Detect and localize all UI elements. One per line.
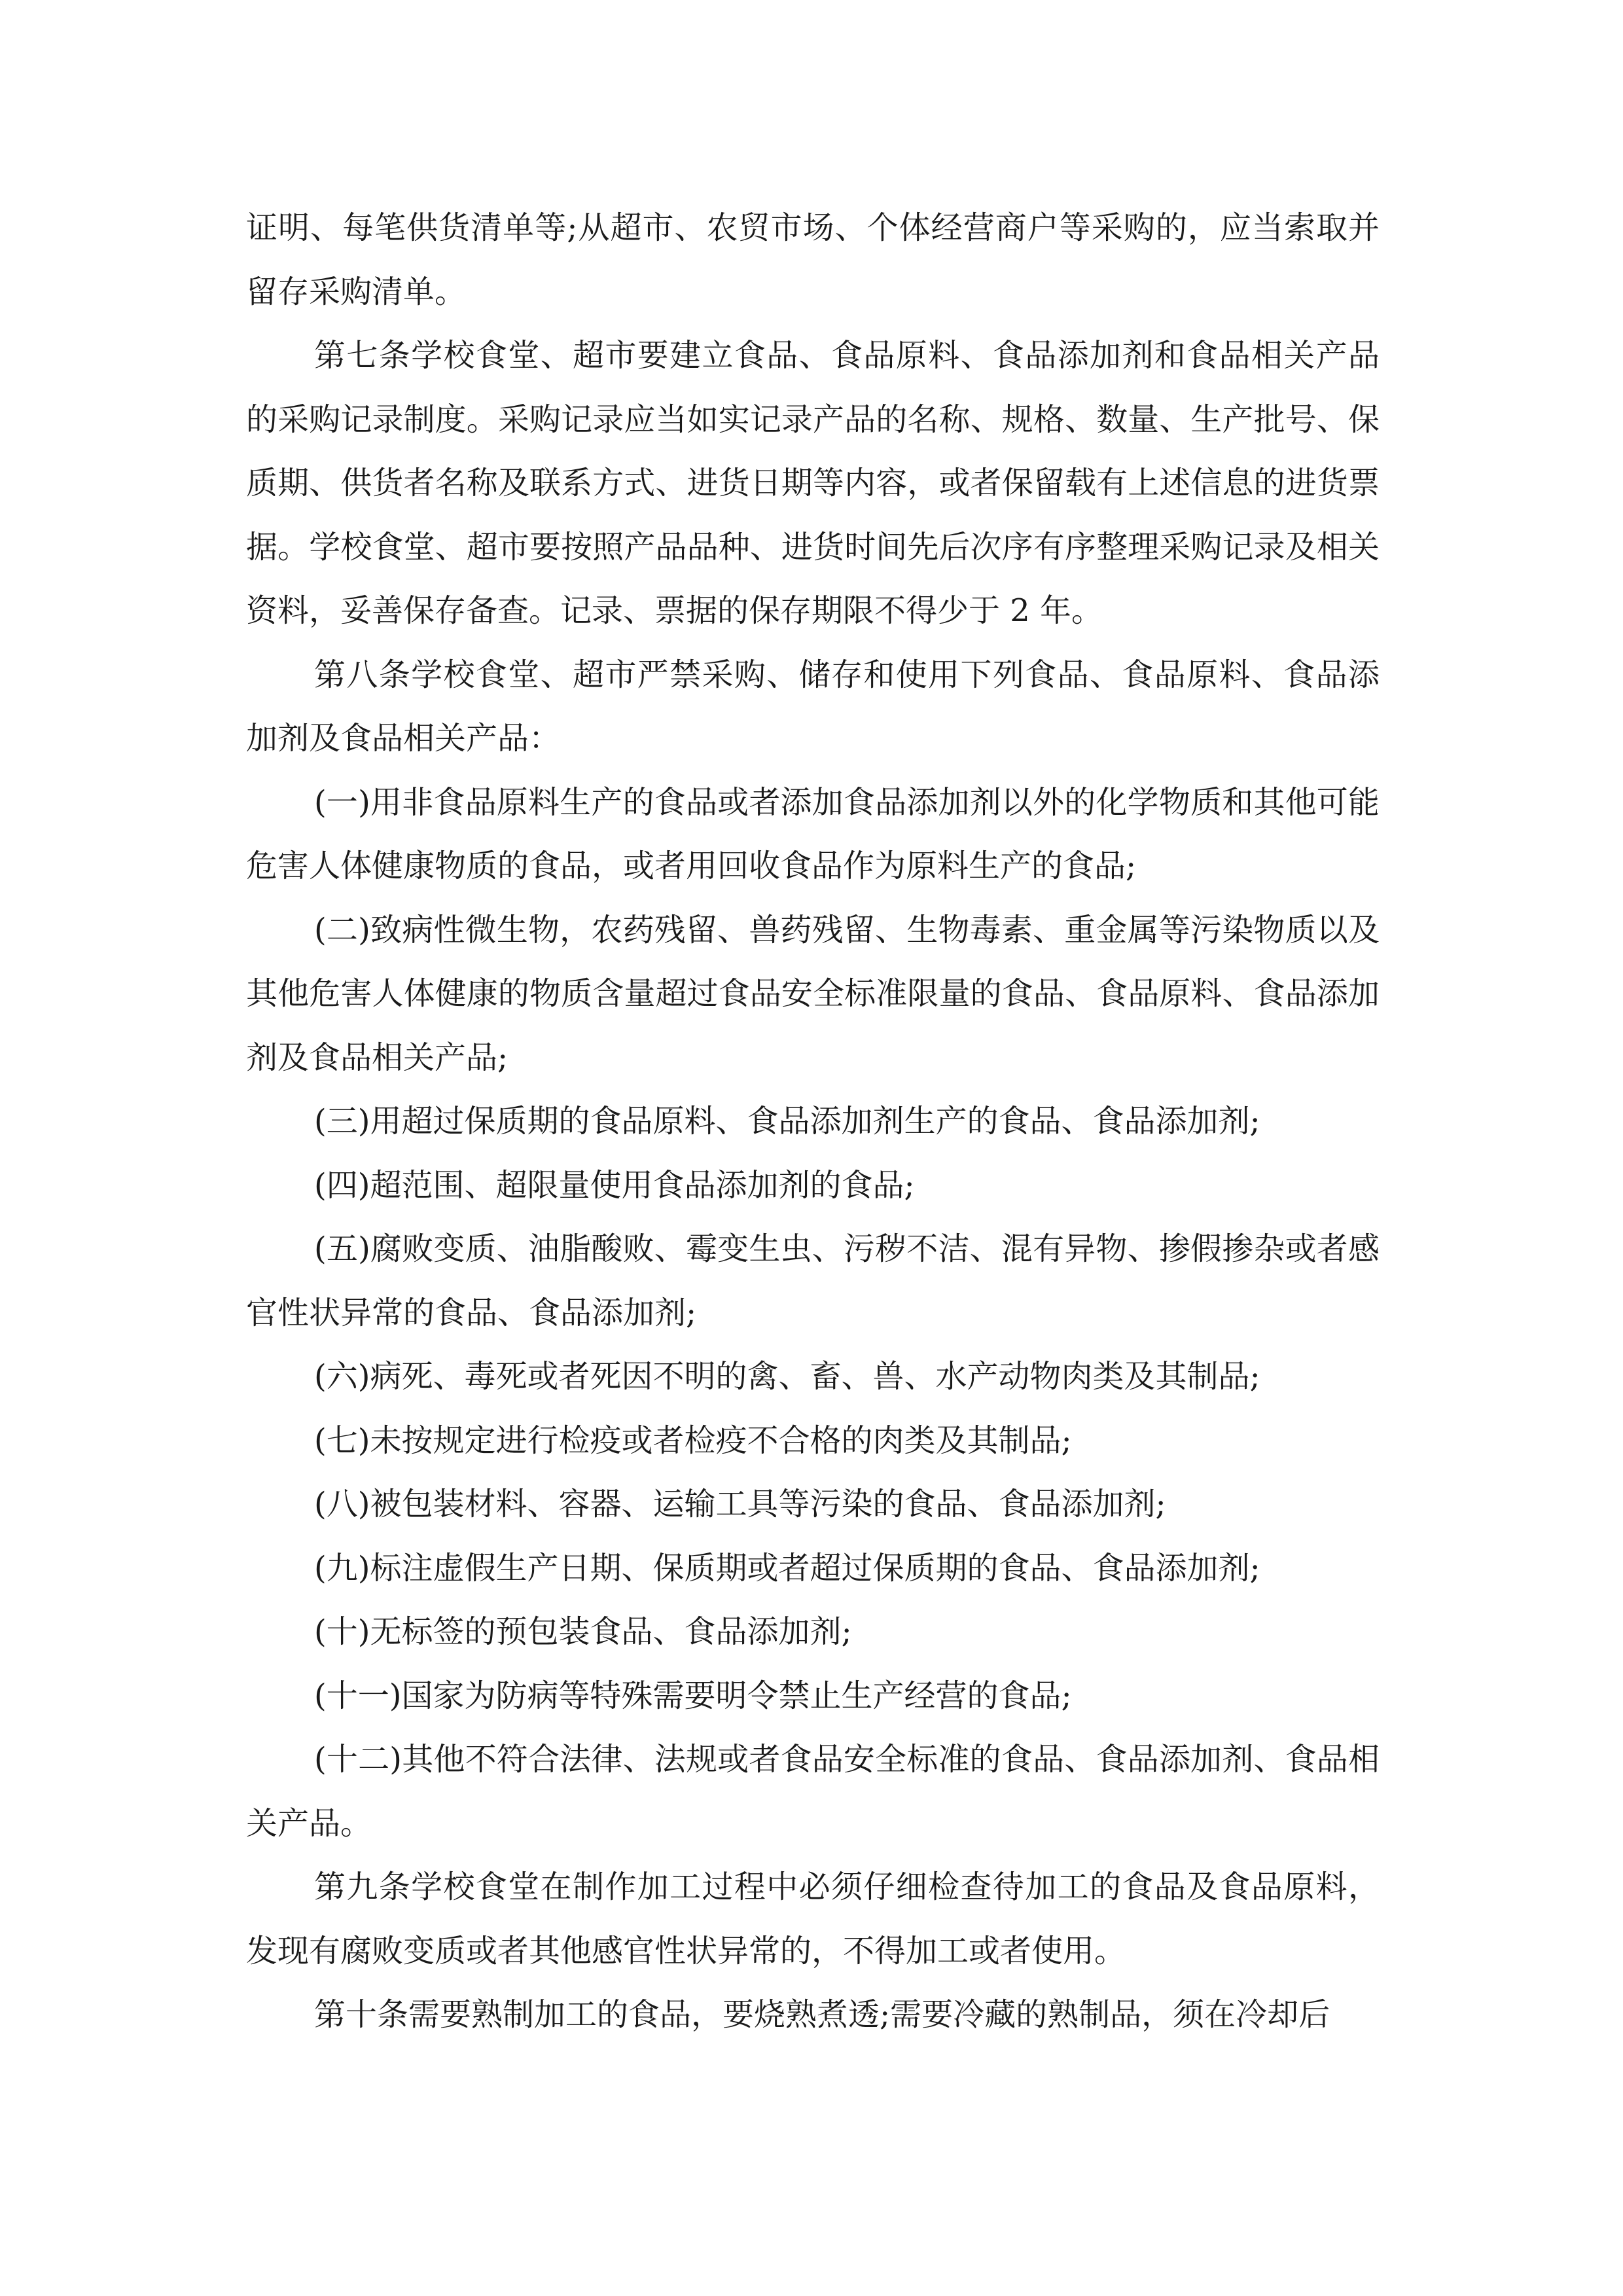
list-item-11: (十一)国家为防病等特殊需要明令禁止生产经营的食品; — [314, 1677, 1072, 1714]
list-item-6: (六)病死、毒死或者死因不明的禽、畜、兽、水产动物肉类及其制品; — [314, 1358, 1260, 1395]
paragraph-article-10: 第十条需要熟制加工的食品，要烧熟煮透;需要冷藏的熟制品，须在冷却后 — [314, 1996, 1330, 2033]
list-item-1: (一)用非食品原料生产的食品或者添加食品添加剂以外的化学物质和其他可能危害人体健康物质的食品，或者用回收食品作为原料生产的食品; — [246, 783, 1380, 884]
list-item-12: (十二)其他不符合法律、法规或者食品安全标准的食品、食品添加剂、食品相关产品。 — [246, 1741, 1380, 1842]
document-body — [246, 196, 1380, 2047]
list-item-3: (三)用超过保质期的食品原料、食品添加剂生产的食品、食品添加剂; — [314, 1103, 1260, 1139]
paragraph-article-8: 第八条学校食堂、超市严禁采购、储存和使用下列食品、食品原料、食品添加剂及食品相关产品： — [246, 656, 1380, 757]
paragraph-article-7: 第七条学校食堂、超市要建立食品、食品原料、食品添加剂和食品相关产品的采购记录制度。采购记录应当如实记录产品的名称、规格、数量、生产批号、保质期、供货者名称及联系方式、进货日期等内容，或者保留载有上述信息的进货票据。学校食堂、超市要按照产品品种、进货时间先后次序有序整理采购记录及相关资料，妥善保存备查。记录、票据的保存期限不得少于 2 年。 — [246, 337, 1380, 629]
list-item-7: (七)未按规定进行检疫或者检疫不合格的肉类及其制品; — [314, 1422, 1072, 1459]
list-item-5: (五)腐败变质、油脂酸败、霉变生虫、污秽不洁、混有异物、掺假掺杂或者感官性状异常的食品、食品添加剂; — [246, 1230, 1380, 1331]
list-item-8: (八)被包装材料、容器、运输工具等污染的食品、食品添加剂; — [314, 1486, 1166, 1522]
list-item-9: (九)标注虚假生产日期、保质期或者超过保质期的食品、食品添加剂; — [314, 1549, 1260, 1587]
list-item-2: (二)致病性微生物，农药残留、兽药残留、生物毒素、重金属等污染物质以及其他危害人体健康的物质含量超过食品安全标准限量的食品、食品原料、食品添加剂及食品相关产品; — [246, 911, 1380, 1076]
list-item-10: (十)无标签的预包装食品、食品添加剂; — [314, 1613, 852, 1650]
paragraph-article-9: 第九条学校食堂在制作加工过程中必须仔细检查待加工的食品及食品原料，发现有腐败变质或者其他感官性状异常的，不得加工或者使用。 — [246, 1869, 1380, 1969]
list-item-4: (四)超范围、超限量使用食品添加剂的食品; — [314, 1166, 915, 1204]
paragraph-continuation: 证明、每笔供货清单等;从超市、农贸市场、个体经营商户等采购的，应当索取并留存采购清单。 — [246, 209, 1380, 310]
